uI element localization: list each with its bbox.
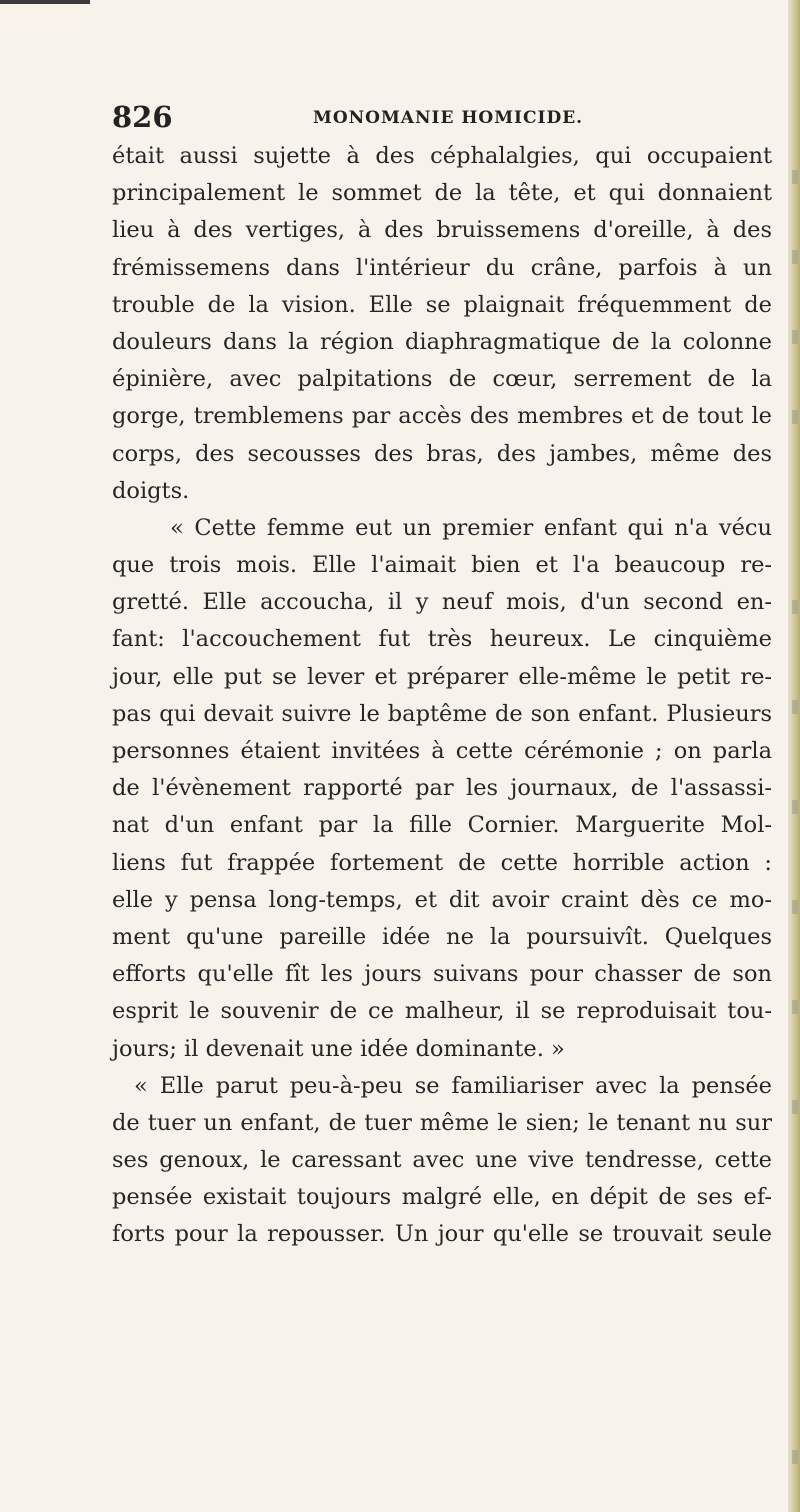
text-line: corps, des secousses des bras, des jambes, même des	[112, 440, 772, 467]
edge-mark	[792, 800, 798, 814]
text-line: gorge, tremblemens par accès des membres et de tout le	[112, 403, 772, 430]
text-line: ment qu'une pareille idée ne la poursuivît. Quelques	[112, 923, 772, 950]
text-line: de l'évènement rapporté par les journaux, de l'assassi-	[112, 775, 772, 802]
edge-mark	[792, 250, 798, 264]
text-line: efforts qu'elle fît les jours suivans pour chasser de son	[112, 961, 772, 988]
text-line: que trois mois. Elle l'aimait bien et l'a beaucoup re-	[112, 552, 772, 579]
text-line: jour, elle put se lever et préparer elle-même le petit re-	[112, 663, 772, 690]
running-title: MONOMANIE HOMICIDE.	[313, 108, 584, 128]
text-line: épinière, avec palpitations de cœur, serrement de la	[112, 366, 772, 393]
text-line: doigts.	[112, 477, 190, 504]
page-number: 826	[112, 100, 173, 134]
text-line: principalement le sommet de la tête, et qui donnaient	[112, 180, 772, 207]
text-line: jours; il devenait une idée dominante. »	[112, 1035, 565, 1062]
edge-mark	[792, 600, 798, 614]
text-line: esprit le souvenir de ce malheur, il se reproduisait tou-	[112, 998, 772, 1025]
text-line: fant: l'accouchement fut très heureux. Le cinquième	[112, 626, 772, 653]
text-line: trouble de la vision. Elle se plaignait fréquemment de	[112, 291, 772, 318]
edge-mark	[792, 170, 798, 184]
text-line: « Cette femme eut un premier enfant qui n'a vécu	[170, 514, 772, 541]
text-line: nat d'un enfant par la fille Cornier. Marguerite Mol-	[112, 812, 772, 839]
edge-mark	[792, 1450, 798, 1464]
edge-mark	[792, 1100, 798, 1114]
text-line: elle y pensa long-temps, et dit avoir craint dès ce mo-	[112, 886, 772, 913]
edge-mark	[792, 900, 798, 914]
text-line: gretté. Elle accoucha, il y neuf mois, d'un second en-	[112, 589, 772, 616]
edge-mark	[792, 700, 798, 714]
page-edge	[788, 0, 800, 1512]
text-line: forts pour la repousser. Un jour qu'elle se trouvait seule	[112, 1221, 772, 1248]
text-line: frémissemens dans l'intérieur du crâne, parfois à un	[112, 254, 772, 281]
edge-mark	[792, 410, 798, 424]
edge-mark	[792, 1000, 798, 1014]
page-header	[112, 100, 772, 140]
text-line: « Elle parut peu-à-peu se familiariser avec la pensée	[134, 1072, 772, 1099]
top-rule	[0, 0, 90, 4]
text-line: douleurs dans la région diaphragmatique de la colonne	[112, 328, 772, 355]
text-line: était aussi sujette à des céphalalgies, qui occupaient	[112, 143, 772, 169]
text-line: pas qui devait suivre le baptême de son enfant. Plusieurs	[112, 700, 772, 727]
text-line: personnes étaient invitées à cette cérémonie ; on parla	[112, 738, 772, 764]
text-line: pensée existait toujours malgré elle, en dépit de ses ef-	[112, 1184, 772, 1211]
edge-mark	[792, 330, 798, 344]
text-line: liens fut frappée fortement de cette horrible action :	[112, 849, 772, 876]
text-line: de tuer un enfant, de tuer même le sien; le tenant nu sur	[112, 1109, 772, 1136]
body-text	[112, 138, 772, 1254]
text-line: lieu à des vertiges, à des bruissemens d'oreille, à des	[112, 217, 772, 244]
text-line: ses genoux, le caressant avec une vive tendresse, cette	[112, 1147, 772, 1174]
